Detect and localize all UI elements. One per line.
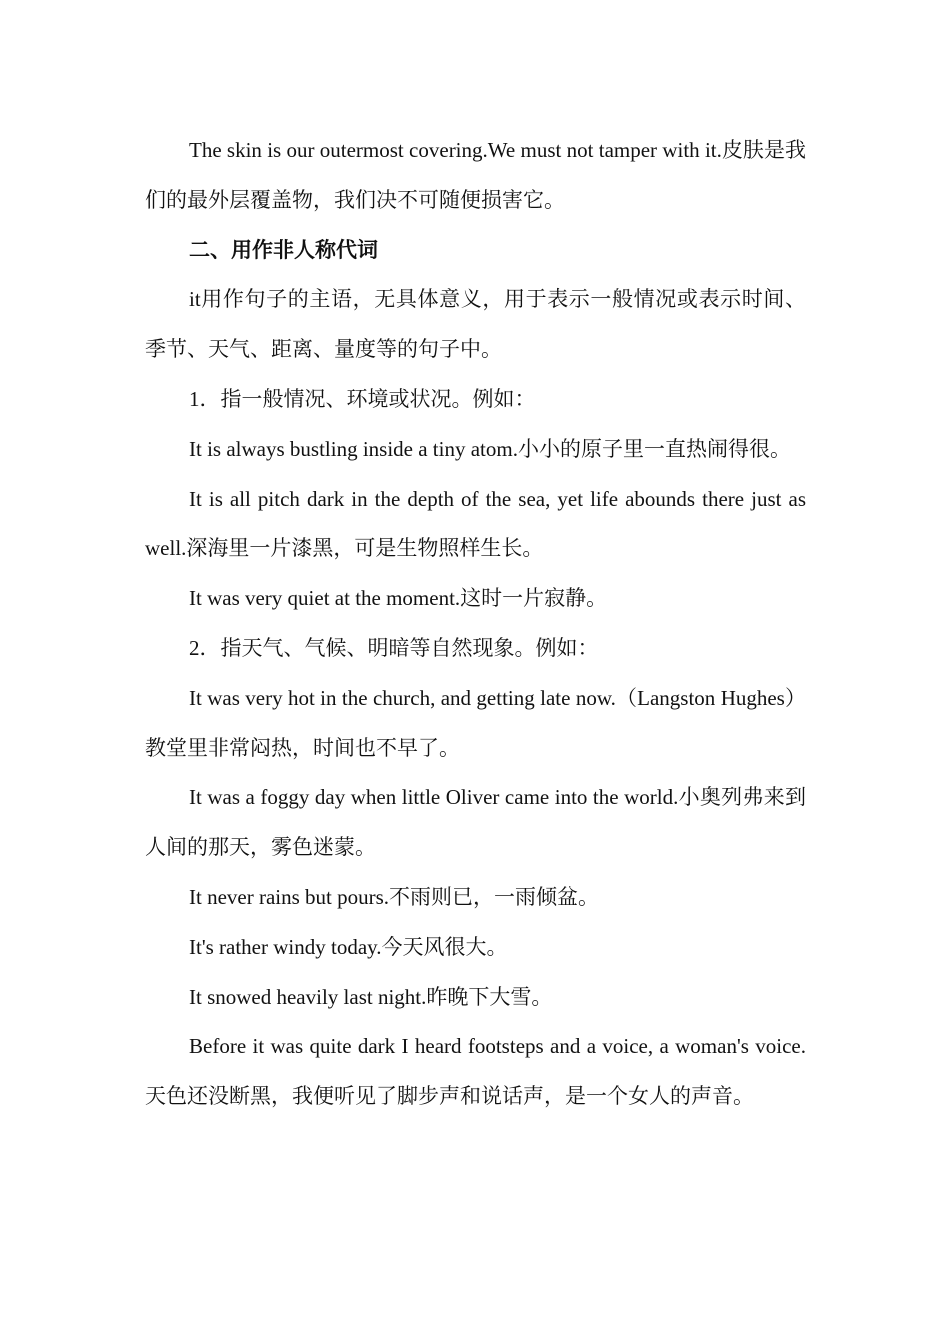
example-rains: It never rains but pours.不雨则已，一雨倾盆。 xyxy=(189,884,600,909)
subheading-natural-phenomena: 2．指天气、气候、明暗等自然现象。例如： xyxy=(189,635,599,660)
example-atom: It is always bustling inside a tiny atom.小小的原子里一直热闹得很。 xyxy=(189,436,791,461)
example-church: It was very hot in the church, and getting late now.（Langston Hughes）教堂里非常闷热，时间也不早了。 xyxy=(145,685,806,760)
document-page xyxy=(145,126,806,1122)
example-footsteps: Before it was quite dark I heard footsteps and a voice, a woman's voice.天色还没断黑，我便听见了脚步声和说话声，是一个女人的声音。 xyxy=(145,1034,806,1109)
paragraph-definition: it用作句子的主语，无具体意义，用于表示一般情况或表示时间、季节、天气、距离、量度等的句子中。 xyxy=(145,287,806,362)
section-heading: 二、用作非人称代词 xyxy=(189,237,378,262)
paragraph-skin-example: The skin is our outermost covering.We must not tamper with it.皮肤是我们的最外层覆盖物，我们决不可随便损害它。 xyxy=(145,138,806,212)
example-quiet: It was very quiet at the moment.这时一片寂静。 xyxy=(189,586,608,611)
example-snowed: It snowed heavily last night.昨晚下大雪。 xyxy=(189,984,553,1009)
example-windy: It's rather windy today.今天风很大。 xyxy=(189,934,508,959)
example-sea: It is all pitch dark in the depth of the sea, yet life abounds there just as well.深海里一片漆黑，可是生物照样生长。 xyxy=(145,486,806,561)
subheading-general-situation: 1．指一般情况、环境或状况。例如： xyxy=(189,386,536,411)
example-foggy-day: It was a foggy day when little Oliver came into the world.小奥列弗来到人间的那天，雾色迷蒙。 xyxy=(145,785,806,860)
